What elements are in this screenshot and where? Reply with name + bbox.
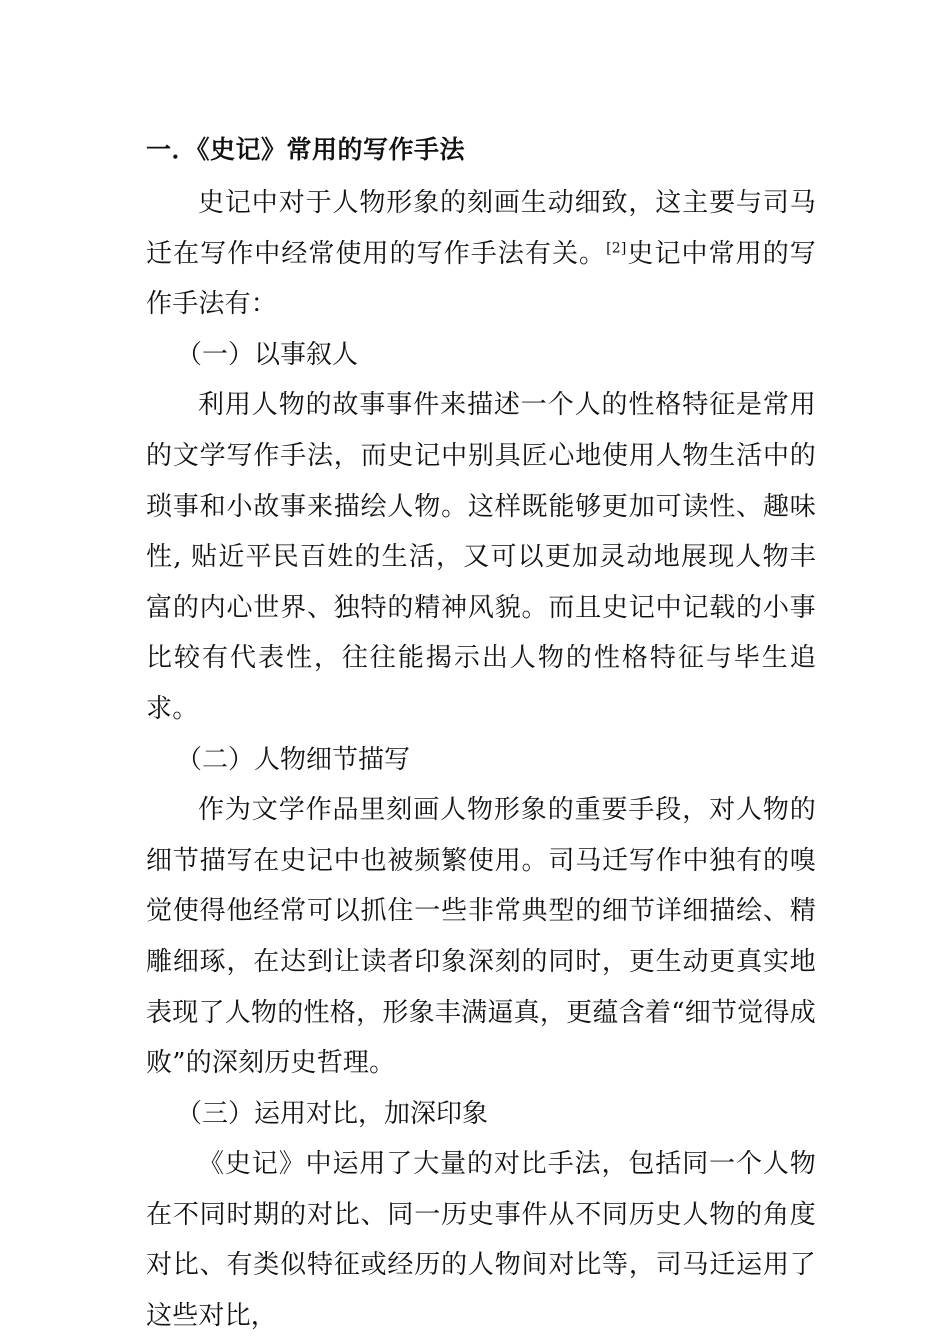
subsection-body-2: 作为文学作品里刻画人物形象的重要手段，对人物的细节描写在史记中也被频繁使用。司马迁写作中独有的嗅觉使得他经常可以抓住一些非常典型的细节详细描绘、精雕细琢，在达到让读者印象深刻的同时，更生动更真实地表现了人物的性格，形象丰满逼真，更蕴含着“细节觉得成败”的深刻历史哲理。 [146, 795, 816, 1079]
intro-paragraph [146, 178, 816, 330]
intro-text-continued: 史记中常用的写作手法有： [146, 238, 816, 320]
subsection-title-3: （三）运用对比，加深印象 [176, 1098, 489, 1129]
document-body [146, 128, 816, 1342]
subsection-title-1: （一）以事叙人 [176, 339, 359, 370]
section-heading: 一．《史记》常用的写作手法 [146, 135, 466, 164]
intro-text: 史记中对于人物形象的刻画生动细致，这主要与司马迁在写作中经常使用的写作手法有关。 [146, 188, 816, 269]
subsection-body-1: 利用人物的故事事件来描述一个人的性格特征是常用的文学写作手法，而史记中别具匠心地使用人物生活中的琐事和小故事来描绘人物。这样既能够更加可读性、趣味性, 贴近平民百姓的生活，又可以更加灵动地展现人物丰富的内心世界、独特的精神风貌。而且史记中记载的小事比较有代表性，往往能揭示出人物的性格特征与毕生追求。 [146, 390, 816, 724]
citation-ref[interactable]: [2] [606, 239, 627, 256]
subsection-body-3: 《史记》中运用了大量的对比手法，包括同一个人物在不同时期的对比、同一历史事件从不同历史人物的角度对比、有类似特征或经历的人物间对比等，司马迁运用了这些对比， [146, 1149, 816, 1332]
subsection-title-2: （二）人物细节描写 [176, 744, 411, 775]
